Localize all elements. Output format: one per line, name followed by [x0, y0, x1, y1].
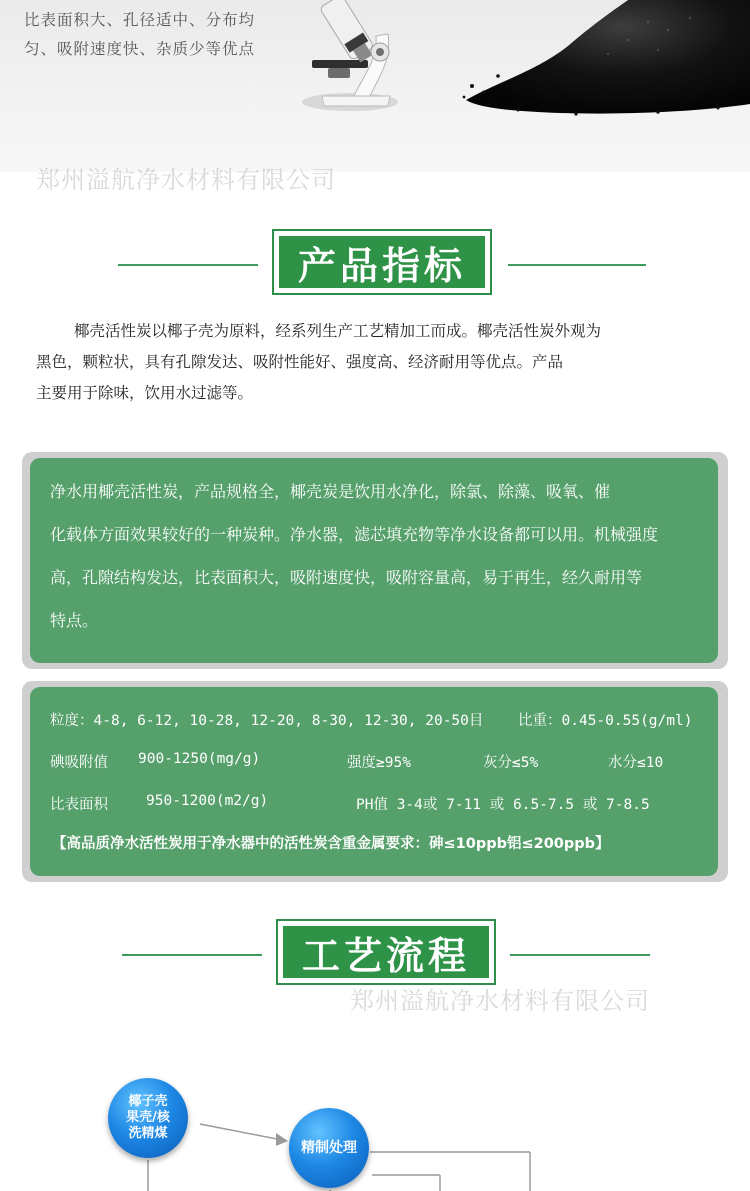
spec-iodine-label: 碘吸附值 — [50, 755, 108, 771]
arrow-right-icon — [276, 1133, 288, 1146]
section-title-frame — [276, 919, 496, 985]
spec-surface-value: 950-1200(m2/g) — [146, 793, 269, 809]
hero-tagline-line1: 比表面积大、孔径适中、分布均 — [24, 11, 256, 29]
header-left-line — [118, 264, 258, 266]
intro-line2: 黑色，颗粒状，具有孔隙发达、吸附性能好、强度高、经济耐用等优点。产品 — [36, 353, 564, 371]
section-title: 工艺流程 — [283, 926, 489, 978]
flow-step-refining — [289, 1108, 369, 1188]
flow-step-label: 精制处理 — [301, 1140, 357, 1156]
flow-step-raw-materials — [108, 1078, 188, 1158]
header-right-line — [510, 954, 650, 956]
spec-iodine-value: 900-1250(mg/g) — [138, 751, 261, 767]
watermark-text: 郑州溢航净水材料有限公司 — [36, 166, 336, 194]
hero-tagline — [24, 6, 294, 64]
spec-ph: PH值 3-4或 7-11 或 6.5-7.5 或 7-8.5 — [356, 797, 650, 813]
hero-tagline-line2: 匀、吸附速度快、杂质少等优点 — [24, 40, 256, 58]
intro-line1: 椰壳活性炭以椰子壳为原料，经系列生产工艺精加工而成。椰壳活性炭外观为 — [74, 322, 602, 340]
description-line3: 高，孔隙结构发达，比表面积大，吸附速度快，吸附容量高，易于再生，经久耐用等 — [50, 568, 643, 587]
spec-moisture: 水分≤10 — [608, 755, 664, 771]
header-left-line — [122, 954, 262, 956]
spec-ash: 灰分≤5% — [483, 755, 539, 771]
description-box — [30, 458, 718, 663]
watermark-text: 郑州溢航净水材料有限公司 — [350, 987, 650, 1015]
activated-carbon-pile-image — [458, 0, 750, 120]
section-title-frame — [272, 229, 492, 295]
spec-granularity: 粒度：4-8, 6-12, 10-28, 12-20, 8-30, 12-30, 20-50目 — [50, 713, 484, 729]
intro-line3: 主要用于除味，饮用水过滤等。 — [36, 384, 254, 402]
section-title: 产品指标 — [279, 236, 485, 288]
description-line4: 特点。 — [50, 611, 99, 630]
process-flow-diagram — [0, 1040, 750, 1191]
description-line1: 净水用椰壳活性炭，产品规格全，椰壳炭是饮用水净化，除氯、除藻、吸氧、催 — [50, 482, 611, 501]
spec-specific-gravity: 比重：0.45-0.55(g/ml) — [518, 713, 693, 729]
spec-surface-label: 比表面积 — [50, 797, 108, 813]
specs-box — [30, 687, 718, 876]
product-intro — [36, 316, 726, 409]
header-right-line — [508, 264, 646, 266]
hero-banner — [0, 0, 750, 172]
spec-strength: 强度≥95% — [347, 755, 411, 771]
spec-heavy-metal-note: 【高品质净水活性炭用于净水器中的活性炭含重金属要求：砷≤10ppb铝≤200ppb】 — [52, 836, 610, 852]
microscope-icon — [292, 0, 412, 112]
description-line2: 化载体方面效果较好的一种炭种。净水器，滤芯填充物等净水设备都可以用。机械强度 — [50, 525, 659, 544]
section-header-product-index — [0, 225, 750, 305]
flow-step-label: 椰子壳 果壳/核 洗精煤 — [126, 1094, 170, 1141]
